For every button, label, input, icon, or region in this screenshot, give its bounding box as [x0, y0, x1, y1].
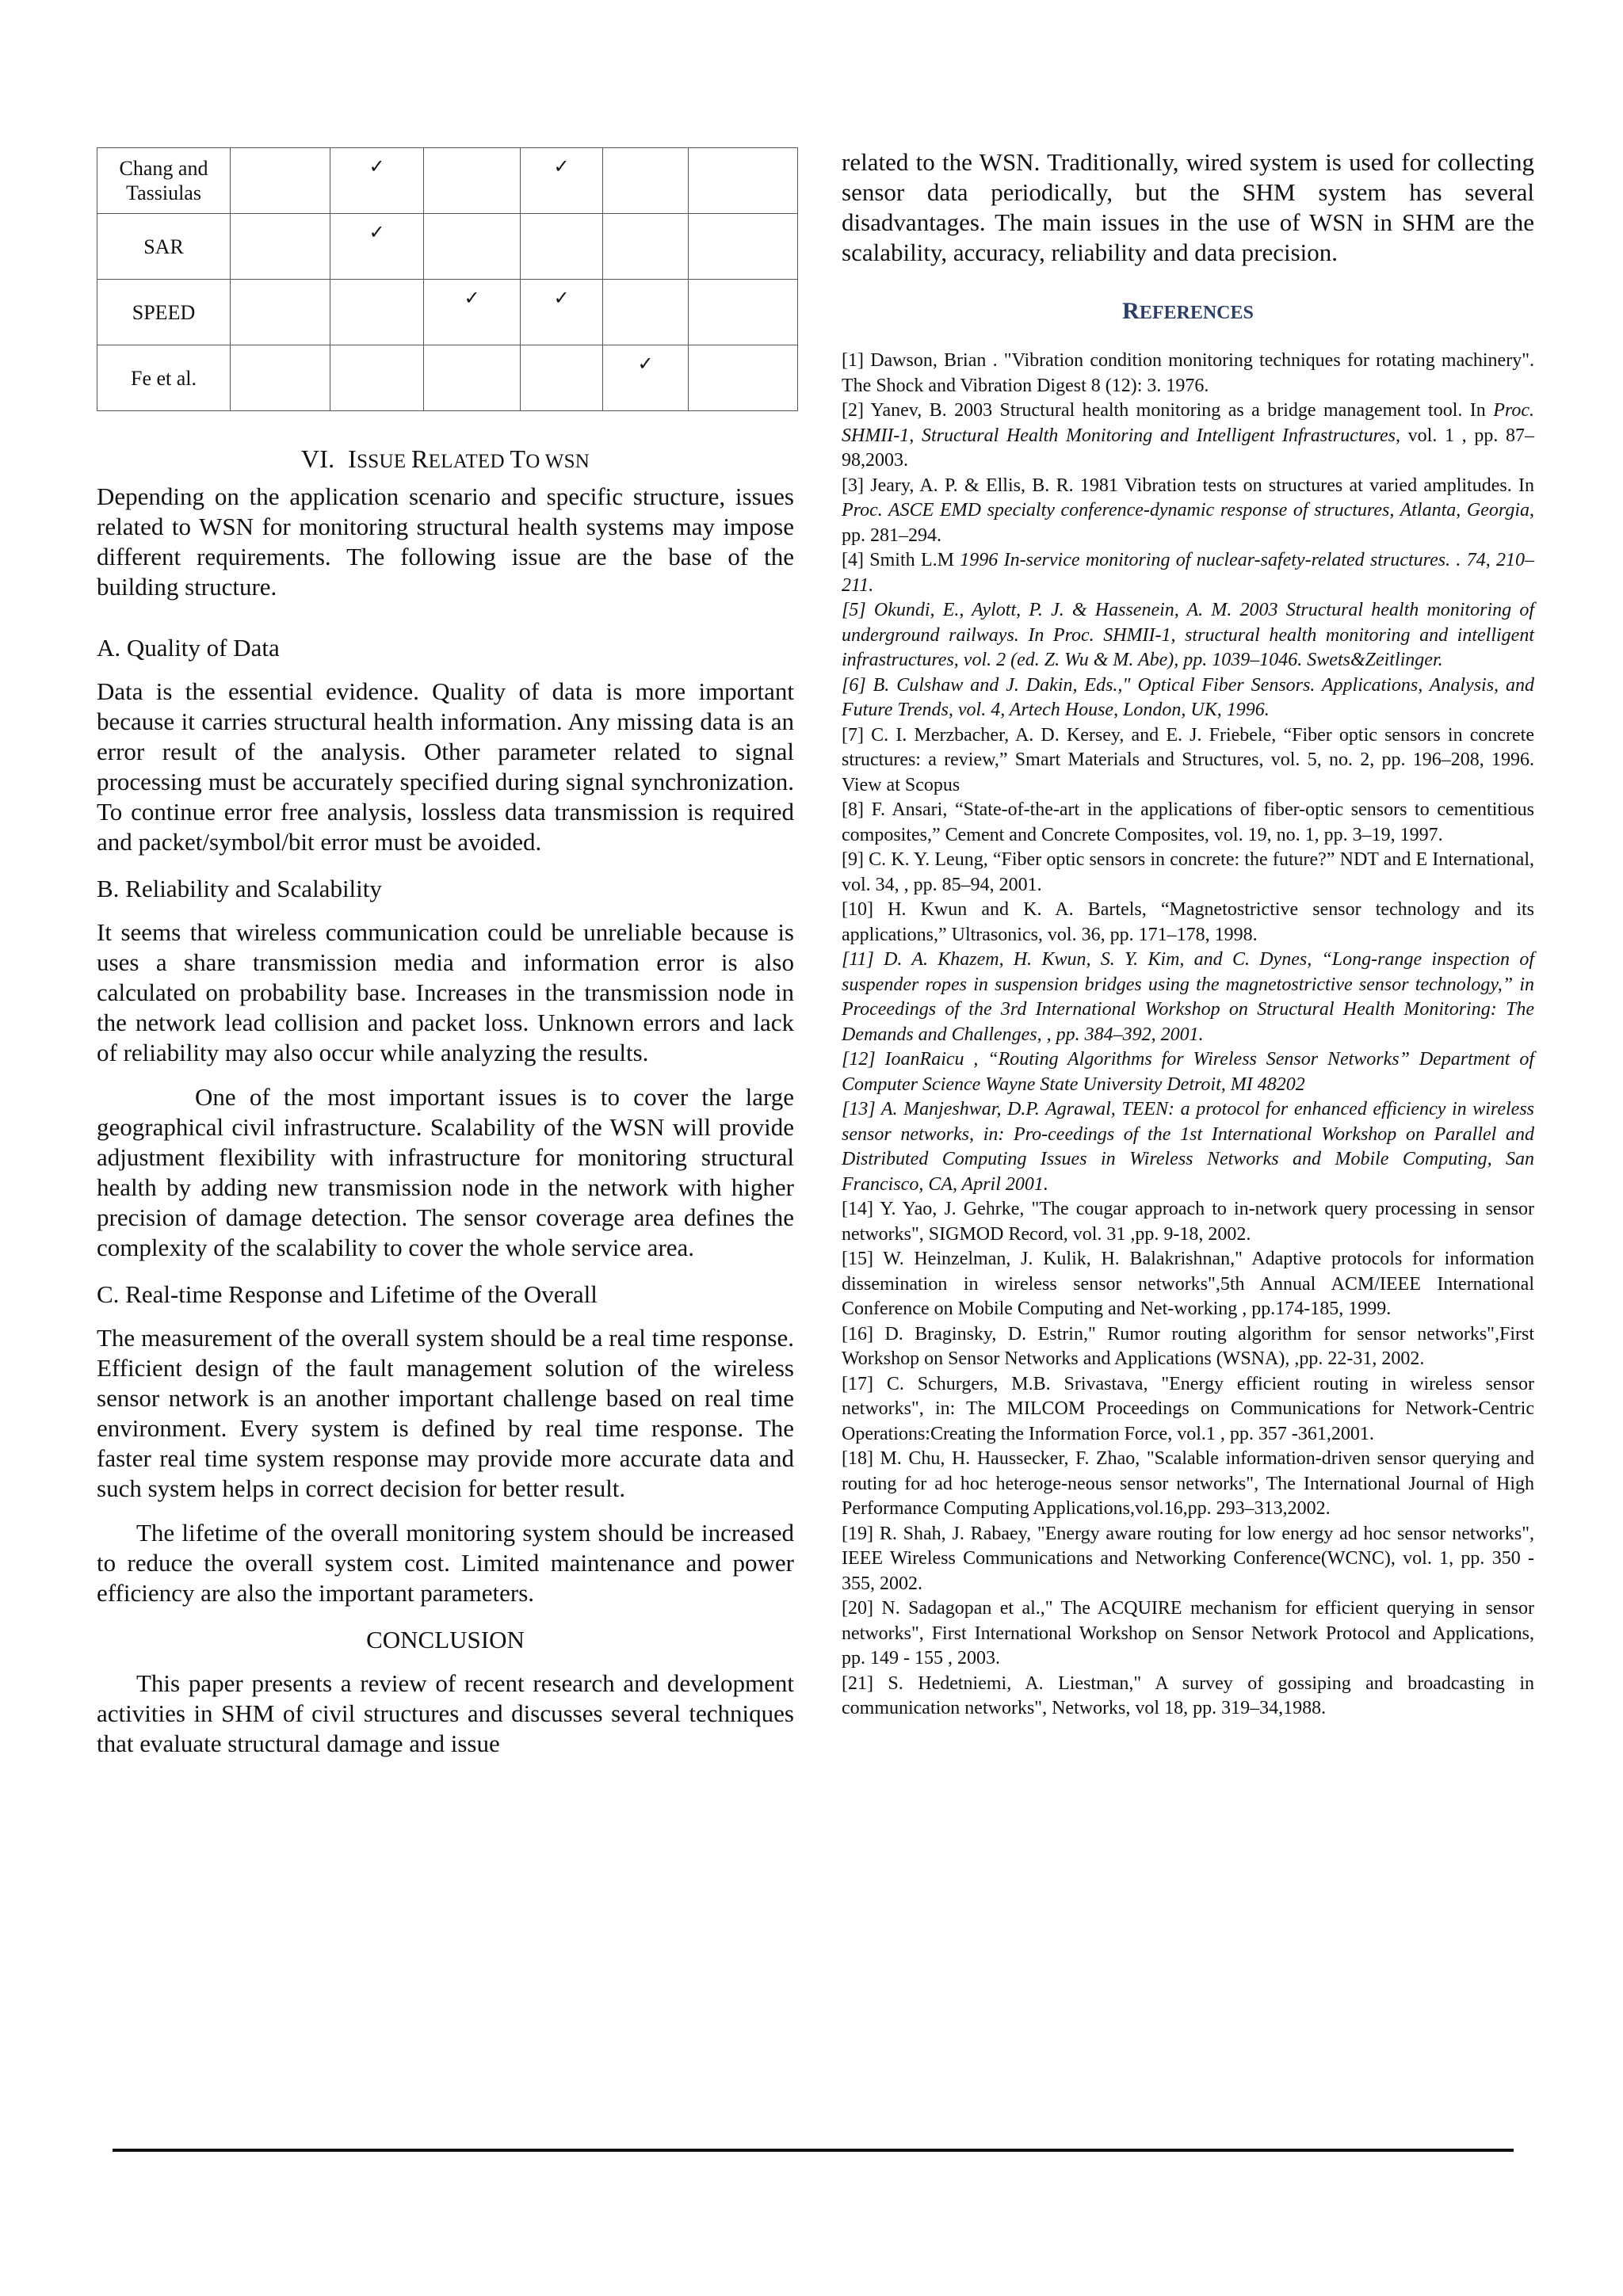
reference-17: [17] C. Schurgers, M.B. Srivastava, "Energy efficient routing in wireless sensor networks", in: The MILCOM Proceedings on Communications for Network-Centric Operations:Creating the Information Force, vol.1 , pp. 357 -361,2001. [842, 1373, 1534, 1444]
table-cell [424, 345, 521, 411]
table-cell [689, 214, 798, 280]
reference-7: [7] C. I. Merzbacher, A. D. Kersey, and E. J. Friebele, “Fiber optic sensors in concrete structures: a review,” Smart Materials and Structures, vol. 5, no. 2, pp. 196–208, 1996. View at Scopus [842, 724, 1534, 795]
reference-8: [8] F. Ansari, “State-of-the-art in the applications of fiber-optic sensors to cementitious composites,” Cement and Concrete Composites, vol. 19, no. 1, pp. 3–19, 1997. [842, 799, 1534, 845]
reference-1: [1] Dawson, Brian . "Vibration condition monitoring techniques for rotating machinery". The Shock and Vibration Digest 8 (12): 3. 1976. [842, 350, 1534, 396]
reference-9: [9] C. K. Y. Leung, “Fiber optic sensors in concrete: the future?” NDT and E International, vol. 34, , pp. 85–94, 2001. [842, 849, 1534, 895]
subsection-heading-reliability: B. Reliability and Scalability [97, 875, 382, 902]
right-column [842, 147, 1534, 1722]
table-cell [330, 345, 424, 411]
references-list [842, 349, 1534, 1722]
table-cell [521, 148, 603, 214]
table-row [97, 214, 798, 280]
paragraph-realtime-1: The measurement of the overall system should be a real time response. Efficient design of the fault management solution of the wireless sensor network is an another important challenge based on real time environment. Every system is defined by real time response. The faster real time system response may provide more accurate data and such system helps in correct decision for better result. [97, 1324, 794, 1502]
table-cell-protocol-name: Fe et al. [97, 345, 231, 411]
table-cell [424, 280, 521, 345]
reference-6: [6] B. Culshaw and J. Dakin, Eds.," Optical Fiber Sensors. Applications, Analysis, and Future Trends, vol. 4, Artech House, London, UK, 1996. [842, 674, 1534, 720]
comparison-table [97, 147, 798, 411]
table-cell [231, 345, 330, 411]
comparison-table-body [97, 148, 798, 411]
table-cell [231, 280, 330, 345]
table-cell [424, 148, 521, 214]
references-heading: REFERENCES [1122, 298, 1254, 324]
reference-14: [14] Y. Yao, J. Gehrke, "The cougar approach to in-network query processing in sensor networks", SIGMOD Record, vol. 31 ,pp. 9-18, 2002. [842, 1199, 1534, 1245]
reference-4: [4] Smith L.M 1996 In-service monitoring of nuclear-safety-related structures. . 74, 210–211. [842, 550, 1535, 596]
table-cell [424, 214, 521, 280]
left-column [97, 147, 794, 1759]
subsection-heading-realtime: C. Real-time Response and Lifetime of the Overall [97, 1280, 598, 1308]
table-cell [689, 148, 798, 214]
paragraph-conclusion-continued: related to the WSN. Traditionally, wired system is used for collecting sensor data periodically, but the SHM system has several disadvantages. The main issues in the use of WSN in SHM are the scalability, accuracy, reliability and data precision. [842, 148, 1534, 266]
section-intro: Depending on the application scenario and specific structure, issues related to WSN for monitoring structural health systems may impose different requirements. The following issue are the base of the building structure. [97, 482, 794, 601]
table-row [97, 280, 798, 345]
conclusion-heading: CONCLUSION [366, 1626, 525, 1653]
table-cell [603, 148, 689, 214]
table-cell [521, 280, 603, 345]
subsection-heading-quality: A. Quality of Data [97, 634, 280, 662]
reference-11: [11] D. A. Khazem, H. Kwun, S. Y. Kim, and C. Dynes, “Long-range inspection of suspender ropes in suspension bridges using the magnetostrictive sensor technology,” in Proceedings of the 3rd International Workshop on Structural Health Monitoring: The Demands and Challenges, , pp. 384–392, 2001. [842, 949, 1534, 1045]
reference-10: [10] H. Kwun and K. A. Bartels, “Magnetostrictive sensor technology and its applications,” Ultrasonics, vol. 36, pp. 171–178, 1998. [842, 899, 1534, 945]
table-cell [231, 214, 330, 280]
paragraph-conclusion: This paper presents a review of recent research and development activities in SHM of civil structures and discusses several techniques that evaluate structural damage and issue [97, 1669, 794, 1757]
check-icon: ✓ [369, 221, 385, 243]
reference-20: [20] N. Sadagopan et al.," The ACQUIRE mechanism for efficient querying in sensor networks", First International Workshop on Sensor Network Protocol and Applications, pp. 149 - 155 , 2003. [842, 1598, 1534, 1669]
table-cell [689, 345, 798, 411]
check-icon: ✓ [637, 353, 654, 375]
table-row [97, 345, 798, 411]
reference-12: [12] IoanRaicu , “Routing Algorithms for Wireless Sensor Networks” Department of Computer Science Wayne State University Detroit, MI 48202 [842, 1049, 1534, 1095]
table-cell-protocol-name: Chang and Tassiulas [97, 148, 231, 214]
table-cell [603, 214, 689, 280]
reference-3: [3] Jeary, A. P. & Ellis, B. R. 1981 Vibration tests on structures at varied amplitudes. In Proc. ASCE EMD specialty conference-dynamic response of structures, Atlanta, Georgia, pp. 281–294. [842, 475, 1534, 546]
check-icon: ✓ [464, 287, 480, 309]
check-icon: ✓ [553, 287, 570, 309]
section-heading-issues: VI. ISSUE RELATED TO WSN [300, 444, 590, 473]
check-icon: ✓ [369, 155, 385, 177]
table-cell-protocol-name: SPEED [97, 280, 231, 345]
footer-rule [113, 2149, 1514, 2152]
table-cell [521, 214, 603, 280]
reference-18: [18] M. Chu, H. Haussecker, F. Zhao, "Scalable information-driven sensor querying and routing for ad hoc heteroge-neous sensor networks", The International Journal of High Performance Computing Applications,vol.16,pp. 293–313,2002. [842, 1448, 1534, 1519]
table-cell [603, 345, 689, 411]
reference-15: [15] W. Heinzelman, J. Kulik, H. Balakrishnan," Adaptive protocols for information dissemination in wireless sensor networks",5th Annual ACM/IEEE International Conference on Mobile Computing and Net-working , pp.174-185, 1999. [842, 1249, 1534, 1319]
reference-5: [5] Okundi, E., Aylott, P. J. & Hassenein, A. M. 2003 Structural health monitoring of underground railways. In Proc. SHMII-1, structural health monitoring and intelligent infrastructures, vol. 2 (ed. Z. Wu & M. Abe), pp. 1039–1046. Swets&Zeitlinger. [842, 600, 1534, 670]
table-cell [689, 280, 798, 345]
paragraph-reliability-1: It seems that wireless communication could be unreliable because is uses a share transmission media and information error is also calculated on probability base. Increases in the transmission node in the network lead collision and packet loss. Unknown errors and lack of reliability may also occur while analyzing the results. [97, 918, 794, 1066]
reference-2: [2] Yanev, B. 2003 Structural health monitoring as a bridge management tool. In Proc. SHMII-1, Structural Health Monitoring and Intelligent Infrastructures, vol. 1 , pp. 87–98,2003. [842, 400, 1534, 471]
reference-13: [13] A. Manjeshwar, D.P. Agrawal, TEEN: a protocol for enhanced efficiency in wireless sensor networks, in: Pro-ceedings of the 1st International Workshop on Parallel and Distributed Computing Issues in Wireless Networks and Mobile Computing, San Francisco, CA, April 2001. [842, 1099, 1534, 1195]
paragraph-reliability-2: One of the most important issues is to cover the large geographical civil infrastructure. Scalability of the WSN will provide adjustment flexibility with infrastructure for monitoring structural health by adding new transmission node in the network with higher precision of damage detection. The sensor coverage area defines the complexity of the scalability to cover the whole service area. [97, 1083, 794, 1261]
table-cell [521, 345, 603, 411]
check-icon: ✓ [553, 155, 570, 177]
table-cell [330, 280, 424, 345]
table-cell [330, 214, 424, 280]
paragraph-realtime-2: The lifetime of the overall monitoring system should be increased to reduce the overall system cost. Limited maintenance and power efficiency are also the important parameters. [97, 1519, 794, 1607]
reference-16: [16] D. Braginsky, D. Estrin," Rumor routing algorithm for sensor networks",First Workshop on Sensor Networks and Applications (WSNA), ,pp. 22-31, 2002. [842, 1323, 1534, 1369]
reference-19: [19] R. Shah, J. Rabaey, "Energy aware routing for low energy ad hoc sensor networks", IEEE Wireless Communications and Networking Conference(WCNC), vol. 1, pp. 350 - 355, 2002. [842, 1523, 1534, 1594]
table-cell [603, 280, 689, 345]
table-cell-protocol-name: SAR [97, 214, 231, 280]
reference-21: [21] S. Hedetniemi, A. Liestman," A survey of gossiping and broadcasting in communication networks", Networks, vol 18, pp. 319–34,1988. [842, 1672, 1534, 1718]
table-cell [231, 148, 330, 214]
table-row [97, 148, 798, 214]
paragraph-quality: Data is the essential evidence. Quality of data is more important because it carries structural health information. Any missing data is an error result of the analysis. Other parameter related to signal processing must be accurately specified during signal synchronization. To continue error free analysis, lossless data transmission is required and packet/symbol/bit error must be avoided. [97, 677, 794, 856]
table-cell [330, 148, 424, 214]
